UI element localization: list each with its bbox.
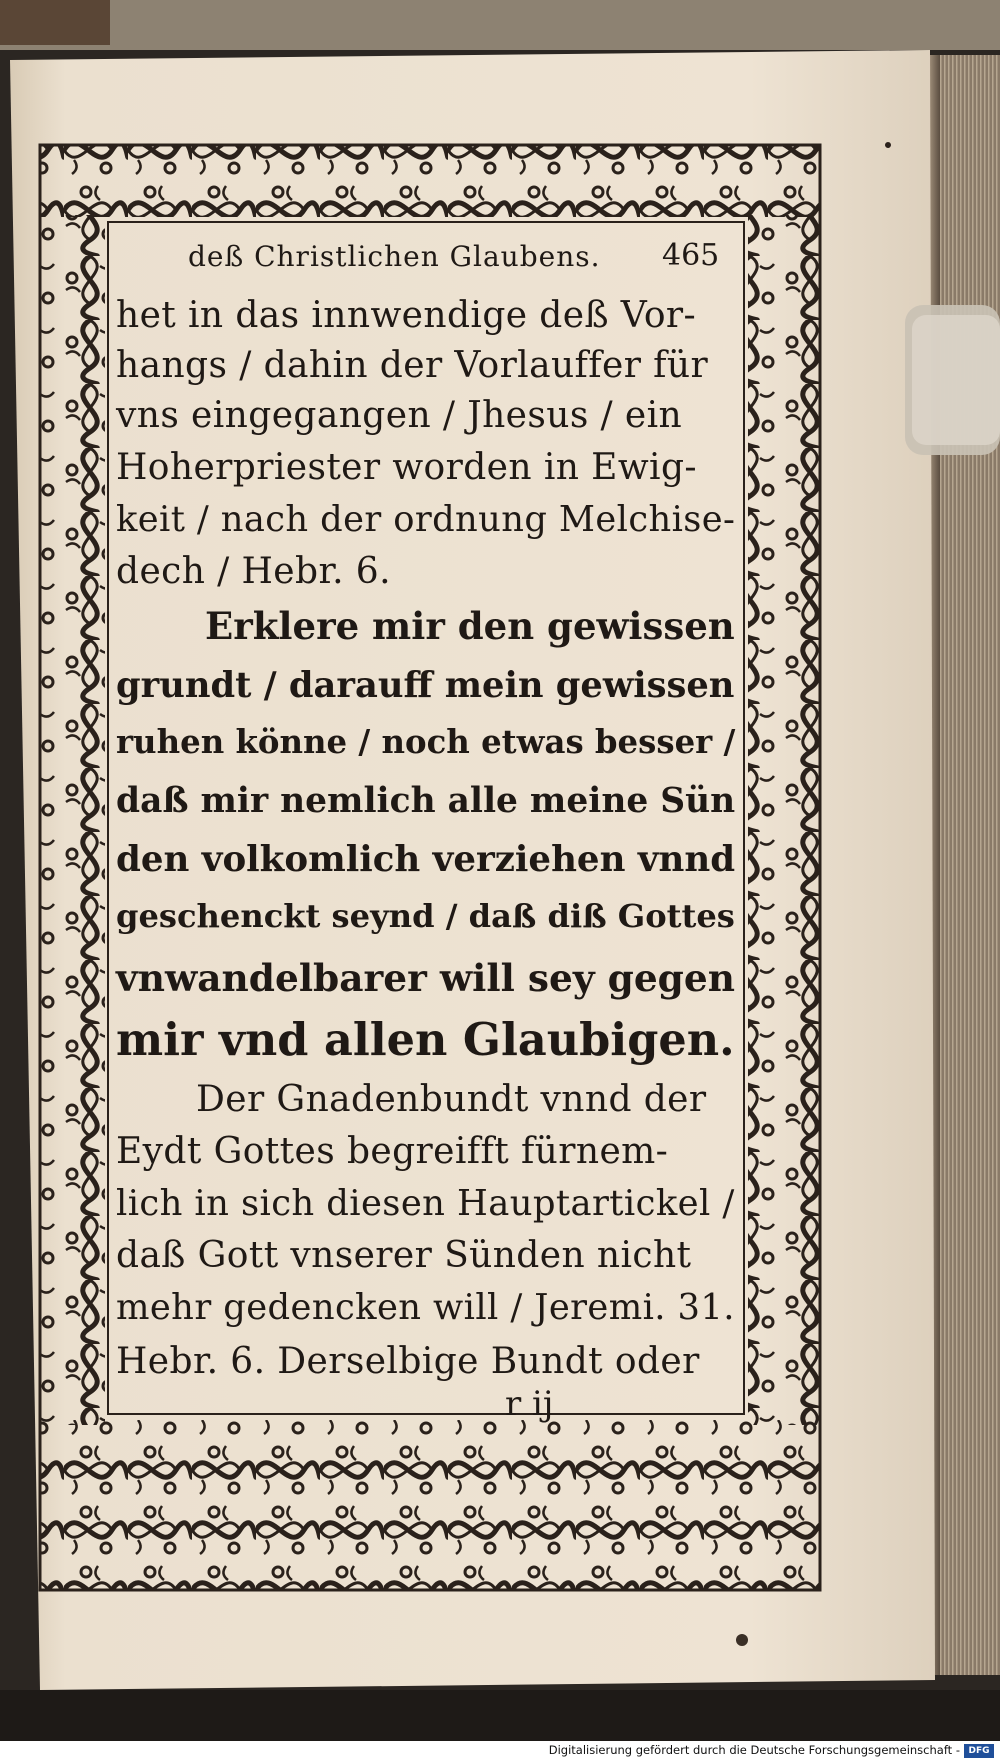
- page-edges: [930, 55, 1000, 1675]
- text-line-6: dech / Hebr. 6.: [116, 551, 391, 592]
- text-line-3: vns eingegangen / Jhesus / ein: [116, 395, 683, 436]
- answer-line-6: Hebr. 6. Derselbige Bundt oder: [116, 1341, 700, 1382]
- question-line-2: grundt / darauff mein gewissen: [116, 665, 735, 706]
- footer-credit: Digitalisierung gefördert durch die Deutsche Forschungsgemeinschaft -: [548, 1743, 960, 1757]
- running-header: deß Christlichen Glaubens.: [188, 240, 601, 273]
- dfg-logo[interactable]: DFG: [964, 1744, 994, 1758]
- question-line-3: ruhen könne / noch etwas besser /: [116, 723, 736, 761]
- question-line-4: daß mir nemlich alle meine Sün: [116, 781, 736, 821]
- question-line-5: den volkomlich verziehen vnnd: [116, 839, 736, 880]
- text-line-4: Hoherpriester worden in Ewig-: [116, 447, 697, 488]
- text-line-1: het in das innwendige deß Vor-: [116, 295, 697, 336]
- text-line-2: hangs / dahin der Vorlauffer für: [116, 345, 709, 386]
- answer-line-5: mehr gedencken will / Jeremi. 31.: [116, 1287, 735, 1328]
- signature-mark: r ij: [505, 1384, 554, 1424]
- question-line-8: mir vnd allen Glaubigen.: [116, 1013, 735, 1066]
- question-line-6: geschenckt seynd / daß diß Gottes: [116, 897, 735, 935]
- question-line-7: vnwandelbarer will sey gegen: [116, 956, 735, 1000]
- book-cover-top: [0, 0, 1000, 50]
- question-line-1: Erklere mir den gewissen: [205, 604, 735, 648]
- page-number: 465: [662, 238, 720, 273]
- answer-line-4: daß Gott vnserer Sünden nicht: [116, 1235, 692, 1276]
- answer-line-1: Der Gnadenbundt vnnd der: [196, 1079, 707, 1120]
- answer-line-2: Eydt Gottes begreifft fürnem-: [116, 1131, 669, 1172]
- answer-line-3: lich in sich diesen Hauptartickel /: [116, 1183, 735, 1224]
- text-line-5: keit / nach der ordnung Melchise-: [116, 499, 736, 540]
